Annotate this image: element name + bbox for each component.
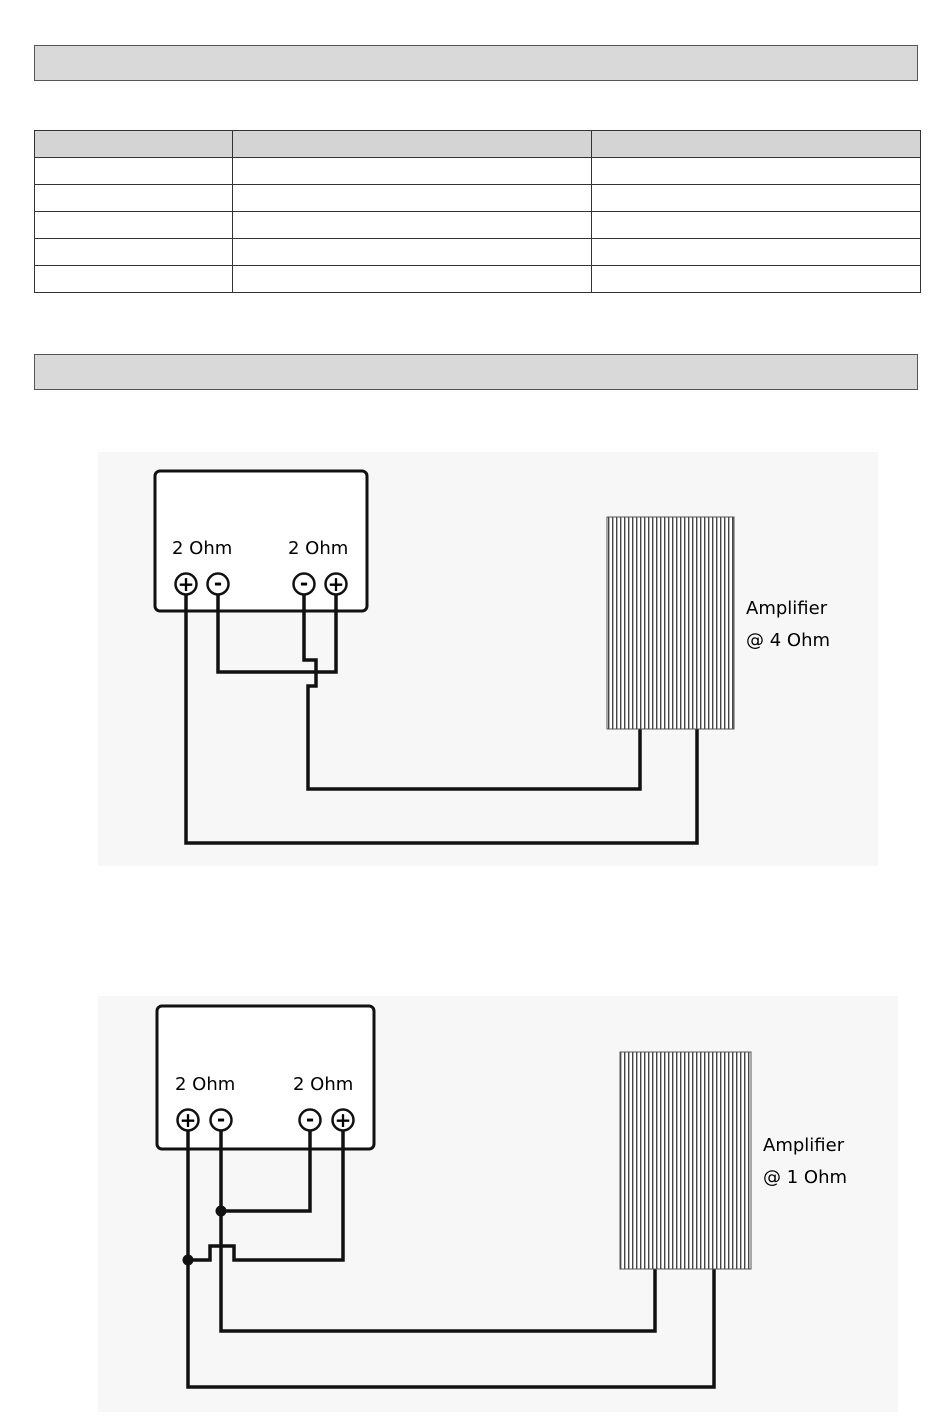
svg-text:+: + bbox=[177, 572, 195, 596]
voice-coil-1-label: 2 Ohm bbox=[175, 1074, 236, 1095]
terminal-plus-icon bbox=[326, 572, 347, 596]
voice-coil-1-label: 2 Ohm bbox=[172, 538, 233, 559]
amplifier-label: Amplifier bbox=[746, 598, 828, 619]
terminal-plus-icon bbox=[178, 1108, 199, 1132]
svg-text:+: + bbox=[179, 1108, 197, 1132]
amplifier-heatsink bbox=[620, 1052, 751, 1269]
junction-dot bbox=[183, 1255, 194, 1266]
junction-dot bbox=[216, 1206, 227, 1217]
terminal-plus-icon bbox=[333, 1108, 354, 1132]
amplifier-label: Amplifier bbox=[763, 1135, 845, 1156]
voice-coil-2-label: 2 Ohm bbox=[293, 1074, 354, 1095]
svg-text:-: - bbox=[299, 571, 309, 595]
svg-text:-: - bbox=[216, 1107, 226, 1131]
svg-text:-: - bbox=[213, 571, 223, 595]
terminal-plus-icon bbox=[176, 572, 197, 596]
amplifier-impedance-label: @ 1 Ohm bbox=[763, 1167, 848, 1188]
voice-coil-2-label: 2 Ohm bbox=[288, 538, 349, 559]
svg-text:-: - bbox=[305, 1107, 315, 1131]
amplifier-impedance-label: @ 4 Ohm bbox=[746, 630, 831, 651]
svg-text:+: + bbox=[334, 1108, 352, 1132]
svg-text:+: + bbox=[327, 572, 345, 596]
amplifier-heatsink bbox=[607, 517, 734, 729]
